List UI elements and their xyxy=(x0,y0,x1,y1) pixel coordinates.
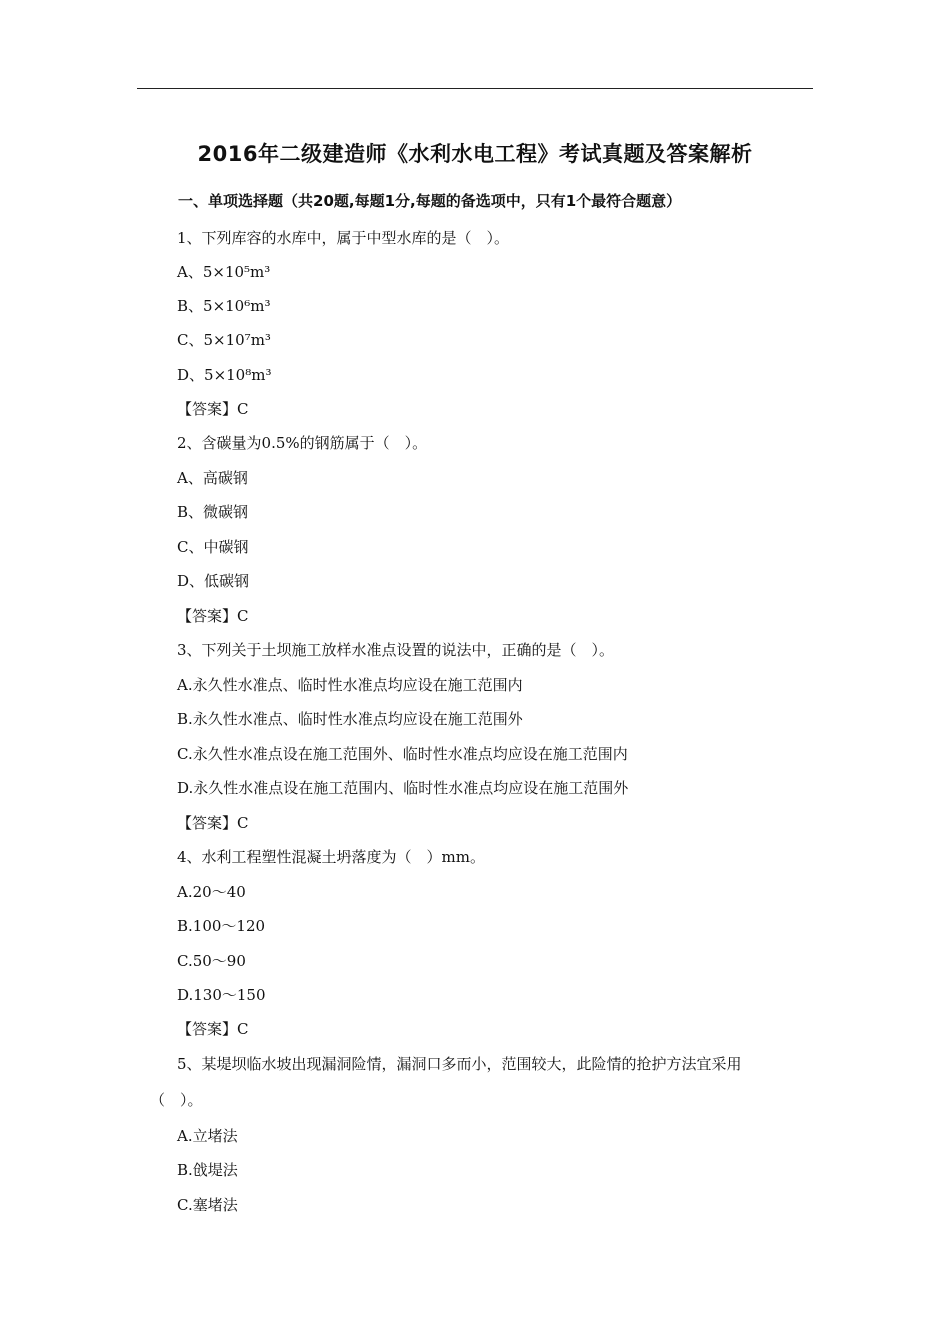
question-4-option-c: C.50～90 xyxy=(177,952,246,970)
question-1-option-c: C、5×10⁷m³ xyxy=(177,331,271,349)
question-3-option-c: C.永久性水准点设在施工范围外、临时性水准点均应设在施工范围内 xyxy=(177,745,628,763)
question-2-answer: 【答案】C xyxy=(177,607,249,625)
question-3-option-a: A.永久性水准点、临时性水准点均应设在施工范围内 xyxy=(177,676,523,694)
question-2-option-a: A、高碳钢 xyxy=(177,469,248,487)
question-5-stem: 5、某堤坝临水坡出现漏洞险情，漏洞口多而小，范围较大，此险情的抢护方法宜采用 xyxy=(177,1055,742,1073)
question-2-option-d: D、低碳钢 xyxy=(177,572,250,590)
question-4-option-d: D.130～150 xyxy=(177,986,266,1004)
question-4-stem: 4、水利工程塑性混凝土坍落度为（ ）mm。 xyxy=(177,848,485,866)
question-4-answer: 【答案】C xyxy=(177,1020,249,1038)
question-2-stem: 2、含碳量为0.5%的钢筋属于（ ）。 xyxy=(177,434,428,452)
question-4-option-b: B.100～120 xyxy=(177,917,266,935)
section-heading: 一、单项选择题（共20题,每题1分,每题的备选项中，只有1个最符合题意） xyxy=(178,192,682,210)
question-5-option-c: C.塞堵法 xyxy=(177,1196,238,1214)
question-2-option-c: C、中碳钢 xyxy=(177,538,249,556)
header-rule xyxy=(137,88,813,89)
question-3-option-d: D.永久性水准点设在施工范围内、临时性水准点均应设在施工范围外 xyxy=(177,779,629,797)
question-1-answer: 【答案】C xyxy=(177,400,249,418)
document-title: 2016年二级建造师《水利水电工程》考试真题及答案解析 xyxy=(197,142,753,166)
question-4-option-a: A.20～40 xyxy=(177,883,246,901)
question-3-answer: 【答案】C xyxy=(177,814,249,832)
question-2-option-b: B、微碳钢 xyxy=(177,503,249,521)
question-5-stem-continuation: （ ）。 xyxy=(150,1091,203,1109)
question-3-option-b: B.永久性水准点、临时性水准点均应设在施工范围外 xyxy=(177,710,523,728)
question-1-option-d: D、5×10⁸m³ xyxy=(177,366,272,384)
question-3-stem: 3、下列关于土坝施工放样水准点设置的说法中，正确的是（ ）。 xyxy=(177,641,615,659)
question-1-option-a: A、5×10⁵m³ xyxy=(177,263,271,281)
question-5-option-a: A.立堵法 xyxy=(177,1127,238,1145)
question-1-stem: 1、下列库容的水库中，属于中型水库的是（ ）。 xyxy=(177,229,510,247)
question-5-option-b: B.戗堤法 xyxy=(177,1161,238,1179)
question-1-option-b: B、5×10⁶m³ xyxy=(177,297,271,315)
